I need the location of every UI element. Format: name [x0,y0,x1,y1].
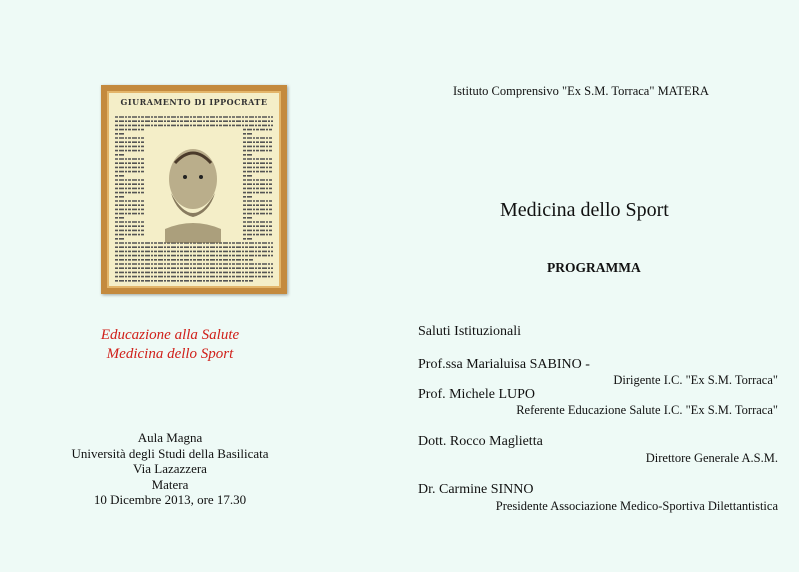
speaker-name-2: Prof. Michele LUPO [418,387,536,402]
image-title: GIURAMENTO DI IPPOCRATE [120,97,268,107]
venue-block [0,430,340,508]
speaker-role-2: Referente Educazione Salute I.C. "Ex S.M. Torraca" [516,403,778,417]
speaker-name-3: Dott. Rocco Maglietta [418,434,543,449]
venue-date: 10 Dicembre 2013, ore 17.30 [93,492,247,507]
venue-hall: Aula Magna [137,430,203,445]
speaker-name-4: Dr. Carmine SINNO [418,482,534,497]
hippocrates-portrait [149,133,237,243]
institute-name: Istituto Comprensivo "Ex S.M. Torraca" MATERA [453,84,709,98]
speaker-role-1: Dirigente I.C. "Ex S.M. Torraca" [613,373,778,387]
saluti-heading: Saluti Istituzionali [418,324,522,339]
subtitle-line-2: Medicina dello Sport [106,346,234,362]
hippocratic-oath-image [101,85,287,294]
subtitle-line-1: Educazione alla Salute [100,327,240,343]
venue-city: Matera [151,476,189,492]
speaker-role-4: Presidente Associazione Medico-Sportiva Dilettantistica [495,499,778,513]
page-title: Medicina dello Sport [500,199,669,221]
venue-university: Università degli Studi della Basilicata [71,445,269,461]
left-subtitle [0,326,340,364]
programma-heading: PROGRAMMA [547,260,641,275]
speaker-name-1: Prof.ssa Marialuisa SABINO - [418,357,590,372]
speaker-role-3: Direttore Generale A.S.M. [645,451,778,465]
venue-street: Via Lazazzera [133,461,207,476]
